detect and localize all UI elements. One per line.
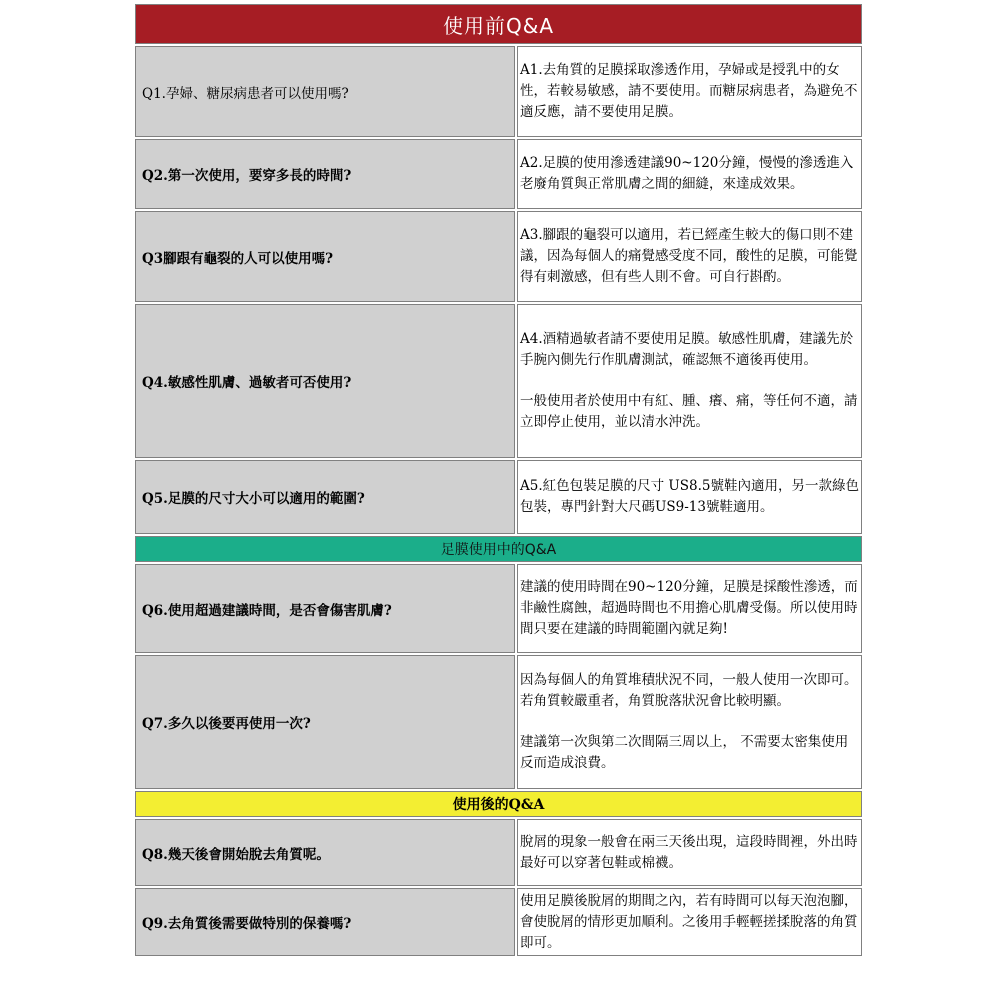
qa-row-7 [135,655,862,789]
question-9: Q9.去角質後需要做特別的保養嗎? [135,888,515,956]
answer-9-text: 使用足膜後脫屑的期間之內，若有時間可以每天泡泡腳，會使脫屑的情形更加順利。之後用手輕輕搓揉脫落的角質即可。 [520,892,858,951]
answer-7 [517,655,862,789]
answer-3-text: A3.腳跟的龜裂可以適用，若已經產生較大的傷口則不建議，因為每個人的痛覺感受度不同，酸性的足膜，可能覺得有刺激感，但有些人則不會。可自行斟酌。 [520,227,858,285]
answer-4 [517,304,862,458]
answer-5 [517,460,862,534]
question-1: Q1.孕婦、糖尿病患者可以使用嗎? [135,46,515,137]
qa-row-6 [135,564,862,653]
section-before-header: 使用前Q&A [135,4,862,44]
answer-2 [517,139,862,209]
question-3: Q3腳跟有龜裂的人可以使用嗎? [135,211,515,302]
question-4: Q4.敏感性肌膚、過敏者可否使用? [135,304,515,458]
answer-2-text: A2.足膜的使用滲透建議90~120分鐘，慢慢的滲透進入老廢角質與正常肌膚之間的細縫，來達成效果。 [520,155,854,192]
answer-3 [517,211,862,302]
question-8: Q8.幾天後會開始脫去角質呢。 [135,819,515,886]
section-after-header: 使用後的Q&A [135,791,862,817]
qa-row-4 [135,304,862,458]
section-before-row [135,4,862,44]
qa-row-2 [135,139,862,209]
answer-7-text-1: 因為每個人的角質堆積狀況不同，一般人使用一次即可。若角質較嚴重者，角質脫落狀況會比較明顯。 [520,672,858,709]
question-2: Q2.第一次使用，要穿多長的時間? [135,139,515,209]
answer-7-gap [520,712,859,732]
qa-row-5 [135,460,862,534]
qa-row-9 [135,888,862,956]
answer-1 [517,46,862,137]
answer-7-text-2: 建議第一次與第二次間隔三周以上， 不需要太密集使用反而造成浪費。 [520,734,849,771]
answer-8-text: 脫屑的現象一般會在兩三天後出現，這段時間裡，外出時最好可以穿著包鞋或棉襪。 [520,833,858,871]
question-7: Q7.多久以後要再使用一次? [135,655,515,789]
qa-sheet [133,2,862,988]
answer-8 [517,819,862,886]
qa-row-3 [135,211,862,302]
answer-9 [517,888,862,956]
question-5: Q5.足膜的尺寸大小可以適用的範圍? [135,460,515,534]
answer-4-text-2: 一般使用者於使用中有紅、腫、癢、痛，等任何不適，請立即停止使用，並以清水沖洗。 [520,393,858,430]
answer-4-gap [520,371,859,391]
answer-6-text: 建議的使用時間在90~120分鐘，足膜是採酸性滲透，而非鹼性腐蝕，超過時間也不用擔心肌膚受傷。所以使用時間只要在建議的時間範圍內就足夠! [520,579,858,637]
qa-table [133,2,864,958]
answer-5-text: A5.紅色包裝足膜的尺寸 US8.5號鞋內適用，另一款綠色包裝，專門針對大尺碼US9-13號鞋適用。 [520,478,860,515]
answer-4-text-1: A4.酒精過敏者請不要使用足膜。敏感性肌膚，建議先於手腕內側先行作肌膚測試，確認無不適後再使用。 [520,331,854,368]
qa-row-1 [135,46,862,137]
qa-row-8 [135,819,862,886]
answer-1-text: A1.去角質的足膜採取滲透作用，孕婦或是授乳中的女性，若較易敏感，請不要使用。而糖尿病患者，為避免不適反應，請不要使用足膜。 [520,62,858,120]
section-during-header: 足膜使用中的Q&A [135,536,862,562]
answer-6 [517,564,862,653]
section-after-row [135,791,862,817]
section-during-row [135,536,862,562]
question-6: Q6.使用超過建議時間，是否會傷害肌膚? [135,564,515,653]
